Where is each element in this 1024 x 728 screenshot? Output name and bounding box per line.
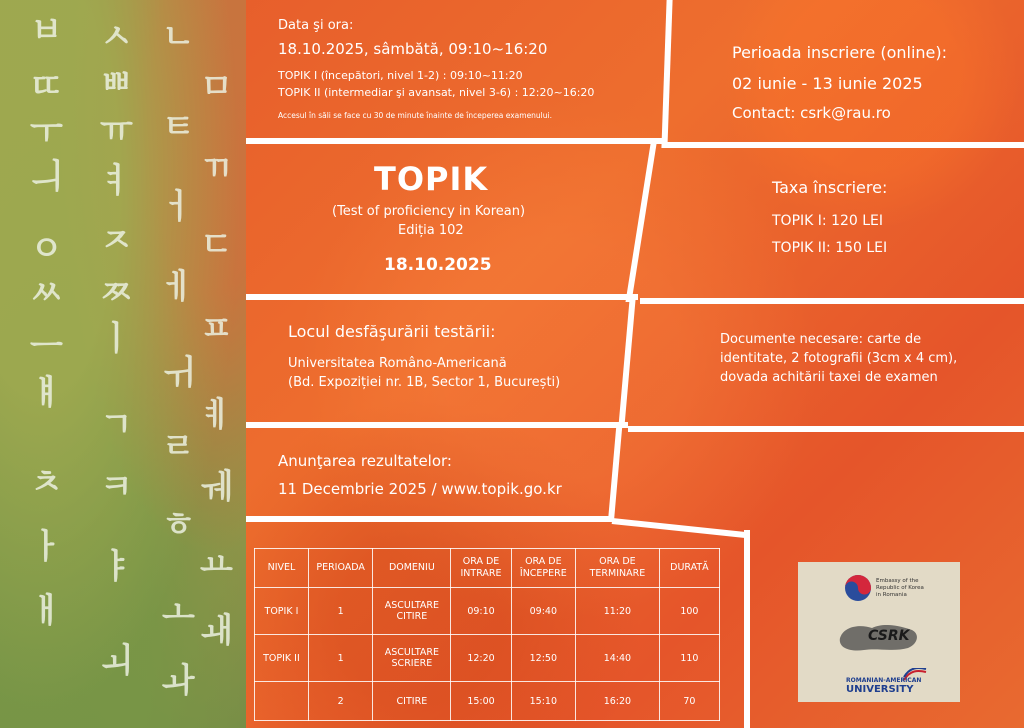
cell: ASCULTARE CITIRE [373,588,451,635]
cell: 100 [659,588,719,635]
taegeuk-icon [844,574,872,602]
header-perioada: PERIOADA [308,549,372,588]
registration-period: 02 iunie - 13 iunie 2025 [732,74,923,93]
hangul-glyph: ㅎ [162,505,195,545]
topik-edition: Ediția 102 [398,223,464,238]
hangul-glyph: ㅈ [100,221,133,261]
hangul-glyph: ㄹ [162,427,195,467]
cell: 2 [308,682,372,721]
embassy-text-1: Embassy of the [876,578,919,584]
hangul-glyph: ㅓ [162,187,195,227]
cell: 09:10 [451,588,511,635]
hangul-glyph: ㅉ [100,273,133,313]
topik-date: 18.10.2025 [384,255,492,275]
hangul-glyph: ㅏ [30,527,63,567]
divider-vertical-mid3 [608,428,622,522]
hangul-glyph: ㅟ [162,353,195,393]
contact-email: Contact: csrk@rau.ro [732,104,891,122]
cell: 1 [308,635,372,682]
hangul-glyph: ㅡ [30,327,63,367]
hangul-glyph: ㅚ [100,641,133,681]
date-value: 18.10.2025, sâmbătă, 09:10~16:20 [278,40,548,58]
hangul-glyph: ㅆ [30,273,63,313]
schedule-table [254,548,720,721]
hangul-glyph: ㅍ [200,309,233,349]
date-label: Data şi ora: [278,18,354,33]
cell: 15:00 [451,682,511,721]
hangul-glyph: ㅂ [30,11,63,51]
hangul-glyph: ㅁ [200,67,233,107]
table-row [255,588,720,635]
topik-title: TOPIK [374,160,489,198]
hangul-glyph: ㅑ [100,547,133,587]
results-value: 11 Decembrie 2025 / www.topik.go.kr [278,480,562,498]
hangul-glyph: ㅛ [200,545,233,585]
university-text-1: ROMANIAN-AMERICAN [846,677,922,684]
table-row [255,682,720,721]
divider-h2-left [246,294,638,300]
hangul-glyph: ㅘ [162,661,195,701]
hangul-panel [0,0,246,728]
cell: CITIRE [373,682,451,721]
registration-label: Perioada inscriere (online): [732,43,948,62]
fee-topik1: TOPIK I: 120 LEI [772,213,884,229]
hangul-glyph: ㅠ [100,111,133,151]
hangul-glyph: ㄷ [200,225,233,265]
cell: 09:40 [511,588,575,635]
topik1-schedule: TOPIK I (începători, nivel 1-2) : 09:10~11:20 [278,69,523,82]
hangul-glyph: ㄲ [200,149,233,189]
hangul-glyph: ㅢ [30,157,63,197]
hangul-glyph: ㅌ [162,107,195,147]
cell: 12:50 [511,635,575,682]
divider-h2-right [640,298,1024,304]
cell: 16:20 [576,682,660,721]
hangul-glyph: ㄴ [162,17,195,57]
topik-subtitle: (Test of proficiency in Korean) [332,204,526,219]
divider-h4-left [246,516,614,522]
embassy-logo [798,570,960,604]
divider-h4-slant [612,518,746,538]
hangul-glyph: ㅕ [100,161,133,201]
fee-topik2: TOPIK II: 150 LEI [772,240,888,256]
location-label: Locul desfăşurării testării: [288,322,496,341]
cell: 15:10 [511,682,575,721]
divider-h3-left [246,422,628,428]
header-durata: DURATĂ [659,549,719,588]
cell: TOPIK II [255,635,309,682]
hangul-glyph: ㅙ [200,611,233,651]
header-domeniu: DOMENIU [373,549,451,588]
hangul-glyph: ㅗ [162,593,195,633]
hangul-glyph: ㅜ [30,113,63,153]
header-ora-terminare: ORA DE TERMINARE [576,549,660,588]
cell: 12:20 [451,635,511,682]
hangul-glyph: ㅣ [100,319,133,359]
divider-vertical-mid1 [625,144,656,302]
fee-label: Taxa înscriere: [772,178,888,197]
hangul-glyph: ㄱ [100,405,133,445]
sponsor-logos [798,562,960,702]
hangul-glyph: ㅋ [100,467,133,507]
divider-vertical-mid2 [618,300,635,426]
divider-vertical-top [661,0,672,148]
cell: 1 [308,588,372,635]
csrk-text: CSRK [868,628,910,644]
table-header-row [255,549,720,588]
divider-vertical-bottom [744,530,750,728]
hangul-glyph: ㅅ [100,17,133,57]
documents-line3: dovada achitării taxei de examen [720,370,938,385]
hangul-glyph: ㅞ [200,467,233,507]
documents-line2: identitate, 2 fotografii (3cm x 4 cm), [720,351,958,366]
hangul-glyph: ㅊ [30,463,63,503]
cell: 70 [659,682,719,721]
cell: 14:40 [576,635,660,682]
hangul-glyph: ㅖ [200,395,233,435]
cell [255,682,309,721]
hangul-glyph: ㄸ [30,67,63,107]
embassy-text-2: Republic of Korea [876,585,924,591]
header-ora-incepere: ORA DE ÎNCEPERE [511,549,575,588]
access-note: Accesul în săli se face cu 30 de minute înainte de începerea examenului. [278,111,552,120]
divider-h1-left [246,138,666,144]
hangul-glyph: ㅇ [30,229,63,269]
embassy-text-3: in Romania [876,592,907,598]
location-line2: (Bd. Expoziției nr. 1B, Sector 1, București) [288,375,561,390]
divider-h3-right [628,426,1024,432]
hangul-glyph: ㅒ [30,373,63,413]
csrk-logo [798,618,960,658]
divider-h1-right [666,142,1024,148]
hangul-glyph: ㅃ [100,63,133,103]
location-line1: Universitatea Româno-Americană [288,356,507,371]
cell: 110 [659,635,719,682]
cell: TOPIK I [255,588,309,635]
topik2-schedule: TOPIK II (intermediar şi avansat, nivel 3-6) : 12:20~16:20 [278,86,595,99]
header-nivel: NIVEL [255,549,309,588]
documents-line1: Documente necesare: carte de [720,332,922,347]
university-logo [798,668,960,698]
header-ora-intrare: ORA DE INTRARE [451,549,511,588]
hangul-glyph: ㅔ [162,267,195,307]
hangul-glyph: ㅐ [30,591,63,631]
university-text-2: UNIVERSITY [846,684,914,695]
cell: 11:20 [576,588,660,635]
cell: ASCULTARE SCRIERE [373,635,451,682]
table-row [255,635,720,682]
results-label: Anunţarea rezultatelor: [278,452,452,470]
